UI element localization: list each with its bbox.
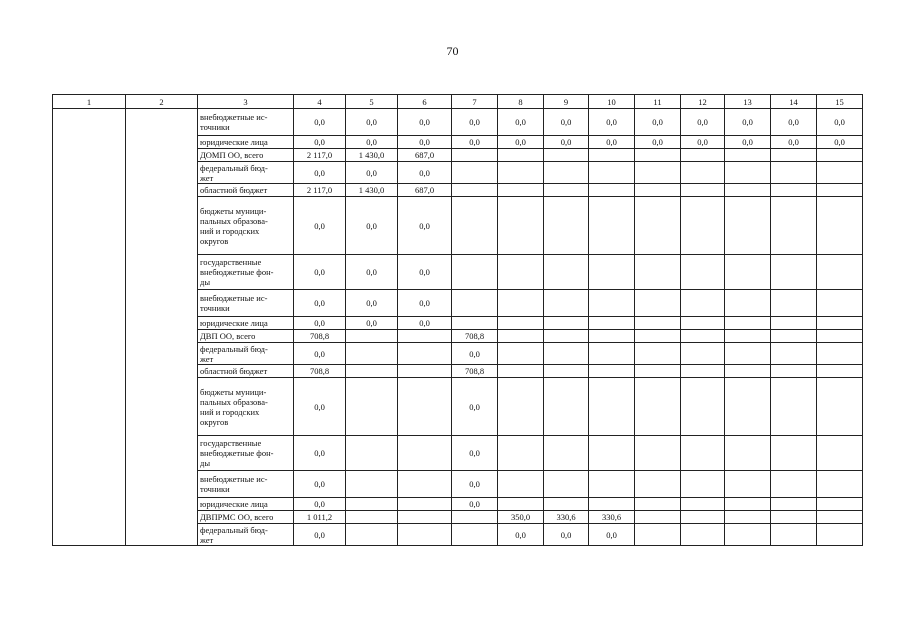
- value-cell-col-7: 0,0: [452, 378, 498, 436]
- value-cell-col-11: [635, 162, 681, 184]
- row-label: государственные внебюджетные фон- ды: [198, 255, 294, 290]
- value-cell-col-4: 0,0: [294, 471, 346, 498]
- value-cell-col-6: 0,0: [398, 317, 452, 330]
- value-cell-col-8: [498, 343, 544, 365]
- value-cell-col-7: [452, 149, 498, 162]
- value-cell-col-11: [635, 184, 681, 197]
- value-cell-col-15: [817, 317, 863, 330]
- row-label: государственные внебюджетные фон- ды: [198, 436, 294, 471]
- row-label: юридические лица: [198, 317, 294, 330]
- value-cell-col-9: [544, 498, 589, 511]
- value-cell-col-13: [725, 255, 771, 290]
- value-cell-col-9: [544, 149, 589, 162]
- value-cell-col-8: [498, 290, 544, 317]
- value-cell-col-5: 0,0: [346, 197, 398, 255]
- header-cell-1: 1: [53, 95, 126, 109]
- value-cell-col-7: 0,0: [452, 498, 498, 511]
- value-cell-col-15: [817, 436, 863, 471]
- row-label: бюджеты муници- пальных образова- ний и городских округов: [198, 197, 294, 255]
- value-cell-col-5: 0,0: [346, 109, 398, 136]
- value-cell-col-15: [817, 184, 863, 197]
- value-cell-col-9: [544, 330, 589, 343]
- value-cell-col-12: [681, 330, 725, 343]
- value-cell-col-10: 0,0: [589, 109, 635, 136]
- value-cell-col-12: [681, 317, 725, 330]
- value-cell-col-6: 0,0: [398, 255, 452, 290]
- value-cell-col-9: [544, 184, 589, 197]
- value-cell-col-10: [589, 343, 635, 365]
- value-cell-col-4: 1 011,2: [294, 511, 346, 524]
- value-cell-col-11: [635, 511, 681, 524]
- value-cell-col-10: 330,6: [589, 511, 635, 524]
- value-cell-col-9: [544, 317, 589, 330]
- value-cell-col-9: [544, 290, 589, 317]
- value-cell-col-6: [398, 511, 452, 524]
- value-cell-col-6: [398, 436, 452, 471]
- value-cell-col-11: [635, 524, 681, 546]
- value-cell-col-11: [635, 255, 681, 290]
- value-cell-col-11: [635, 343, 681, 365]
- value-cell-col-5: [346, 498, 398, 511]
- value-cell-col-10: [589, 255, 635, 290]
- value-cell-col-4: 0,0: [294, 136, 346, 149]
- value-cell-col-14: [771, 290, 817, 317]
- value-cell-col-7: [452, 184, 498, 197]
- row-label: внебюджетные ис- точники: [198, 290, 294, 317]
- header-cell-7: 7: [452, 95, 498, 109]
- value-cell-col-5: [346, 343, 398, 365]
- value-cell-col-15: [817, 378, 863, 436]
- value-cell-col-7: [452, 524, 498, 546]
- value-cell-col-14: [771, 197, 817, 255]
- value-cell-col-9: 0,0: [544, 109, 589, 136]
- value-cell-col-5: 1 430,0: [346, 149, 398, 162]
- header-cell-3: 3: [198, 95, 294, 109]
- value-cell-col-5: [346, 378, 398, 436]
- header-cell-11: 11: [635, 95, 681, 109]
- row-label: внебюджетные ис- точники: [198, 471, 294, 498]
- value-cell-col-8: [498, 436, 544, 471]
- value-cell-col-13: [725, 330, 771, 343]
- header-cell-4: 4: [294, 95, 346, 109]
- value-cell-col-8: [498, 184, 544, 197]
- value-cell-col-5: [346, 471, 398, 498]
- value-cell-col-14: [771, 343, 817, 365]
- header-cell-8: 8: [498, 95, 544, 109]
- value-cell-col-10: [589, 436, 635, 471]
- value-cell-col-7: 708,8: [452, 330, 498, 343]
- value-cell-col-10: 0,0: [589, 524, 635, 546]
- value-cell-col-15: [817, 255, 863, 290]
- value-cell-col-5: 0,0: [346, 255, 398, 290]
- header-cell-13: 13: [725, 95, 771, 109]
- value-cell-col-15: [817, 149, 863, 162]
- value-cell-col-7: [452, 197, 498, 255]
- value-cell-col-15: [817, 330, 863, 343]
- value-cell-col-6: 687,0: [398, 184, 452, 197]
- value-cell-col-10: [589, 498, 635, 511]
- value-cell-col-13: [725, 365, 771, 378]
- value-cell-col-13: [725, 511, 771, 524]
- value-cell-col-14: [771, 378, 817, 436]
- value-cell-col-10: [589, 330, 635, 343]
- value-cell-col-13: [725, 378, 771, 436]
- value-cell-col-13: [725, 149, 771, 162]
- value-cell-col-11: [635, 378, 681, 436]
- value-cell-col-13: [725, 471, 771, 498]
- header-cell-9: 9: [544, 95, 589, 109]
- value-cell-col-12: 0,0: [681, 109, 725, 136]
- value-cell-col-12: 0,0: [681, 136, 725, 149]
- value-cell-col-13: 0,0: [725, 109, 771, 136]
- value-cell-col-9: [544, 365, 589, 378]
- value-cell-col-4: 708,8: [294, 330, 346, 343]
- value-cell-col-13: [725, 343, 771, 365]
- value-cell-col-13: [725, 290, 771, 317]
- value-cell-col-4: 2 117,0: [294, 184, 346, 197]
- value-cell-col-11: [635, 317, 681, 330]
- value-cell-col-12: [681, 162, 725, 184]
- value-cell-col-7: [452, 255, 498, 290]
- header-cell-10: 10: [589, 95, 635, 109]
- value-cell-col-6: 0,0: [398, 290, 452, 317]
- value-cell-col-5: [346, 365, 398, 378]
- value-cell-col-8: 0,0: [498, 136, 544, 149]
- value-cell-col-9: [544, 343, 589, 365]
- row-label: ДВП ОО, всего: [198, 330, 294, 343]
- row-label: федеральный бюд- жет: [198, 524, 294, 546]
- row-label: областной бюджет: [198, 184, 294, 197]
- value-cell-col-6: 0,0: [398, 136, 452, 149]
- value-cell-col-12: [681, 498, 725, 511]
- value-cell-col-5: 0,0: [346, 162, 398, 184]
- value-cell-col-8: [498, 317, 544, 330]
- value-cell-col-5: [346, 330, 398, 343]
- value-cell-col-13: 0,0: [725, 136, 771, 149]
- value-cell-col-14: [771, 255, 817, 290]
- value-cell-col-8: 0,0: [498, 109, 544, 136]
- value-cell-col-6: 687,0: [398, 149, 452, 162]
- value-cell-col-7: [452, 317, 498, 330]
- value-cell-col-13: [725, 184, 771, 197]
- value-cell-col-15: [817, 498, 863, 511]
- value-cell-col-8: 350,0: [498, 511, 544, 524]
- row-label: областной бюджет: [198, 365, 294, 378]
- value-cell-col-9: [544, 162, 589, 184]
- value-cell-col-11: [635, 471, 681, 498]
- value-cell-col-11: [635, 436, 681, 471]
- value-cell-col-14: [771, 184, 817, 197]
- value-cell-col-10: [589, 184, 635, 197]
- value-cell-col-4: 0,0: [294, 290, 346, 317]
- row-label: федеральный бюд- жет: [198, 162, 294, 184]
- value-cell-col-11: [635, 149, 681, 162]
- value-cell-col-12: [681, 184, 725, 197]
- value-cell-col-7: 0,0: [452, 343, 498, 365]
- value-cell-col-4: 0,0: [294, 162, 346, 184]
- value-cell-col-10: [589, 378, 635, 436]
- value-cell-col-5: [346, 511, 398, 524]
- value-cell-col-6: [398, 471, 452, 498]
- value-cell-col-5: 1 430,0: [346, 184, 398, 197]
- value-cell-col-11: 0,0: [635, 136, 681, 149]
- value-cell-col-7: [452, 290, 498, 317]
- value-cell-col-7: 0,0: [452, 109, 498, 136]
- value-cell-col-15: [817, 197, 863, 255]
- value-cell-col-6: [398, 524, 452, 546]
- value-cell-col-4: 0,0: [294, 498, 346, 511]
- header-cell-6: 6: [398, 95, 452, 109]
- value-cell-col-11: [635, 365, 681, 378]
- value-cell-col-8: 0,0: [498, 524, 544, 546]
- value-cell-col-12: [681, 343, 725, 365]
- value-cell-col-4: 0,0: [294, 317, 346, 330]
- value-cell-col-12: [681, 290, 725, 317]
- value-cell-col-10: [589, 290, 635, 317]
- value-cell-col-6: [398, 343, 452, 365]
- value-cell-col-12: [681, 378, 725, 436]
- value-cell-col-11: [635, 197, 681, 255]
- value-cell-col-9: [544, 378, 589, 436]
- value-cell-col-11: [635, 290, 681, 317]
- value-cell-col-15: [817, 162, 863, 184]
- value-cell-col-12: [681, 255, 725, 290]
- value-cell-col-12: [681, 197, 725, 255]
- col-2-merged-cell: [126, 109, 198, 546]
- value-cell-col-9: [544, 436, 589, 471]
- value-cell-col-12: [681, 471, 725, 498]
- value-cell-col-8: [498, 498, 544, 511]
- value-cell-col-9: [544, 255, 589, 290]
- value-cell-col-9: [544, 197, 589, 255]
- value-cell-col-13: [725, 498, 771, 511]
- value-cell-col-6: 0,0: [398, 162, 452, 184]
- value-cell-col-10: [589, 149, 635, 162]
- value-cell-col-15: [817, 524, 863, 546]
- value-cell-col-4: 0,0: [294, 109, 346, 136]
- value-cell-col-8: [498, 149, 544, 162]
- value-cell-col-10: 0,0: [589, 136, 635, 149]
- value-cell-col-6: 0,0: [398, 197, 452, 255]
- value-cell-col-15: [817, 343, 863, 365]
- value-cell-col-14: [771, 330, 817, 343]
- value-cell-col-4: 0,0: [294, 378, 346, 436]
- row-label: юридические лица: [198, 498, 294, 511]
- row-label: бюджеты муници- пальных образова- ний и городских округов: [198, 378, 294, 436]
- row-label: внебюджетные ис- точники: [198, 109, 294, 136]
- table-header-row: [53, 95, 863, 109]
- value-cell-col-4: 0,0: [294, 197, 346, 255]
- value-cell-col-14: [771, 436, 817, 471]
- value-cell-col-4: 0,0: [294, 255, 346, 290]
- value-cell-col-13: [725, 436, 771, 471]
- value-cell-col-11: 0,0: [635, 109, 681, 136]
- value-cell-col-14: [771, 471, 817, 498]
- value-cell-col-14: [771, 149, 817, 162]
- value-cell-col-9: 0,0: [544, 136, 589, 149]
- value-cell-col-15: 0,0: [817, 136, 863, 149]
- header-cell-14: 14: [771, 95, 817, 109]
- value-cell-col-8: [498, 330, 544, 343]
- value-cell-col-6: [398, 378, 452, 436]
- value-cell-col-7: 0,0: [452, 471, 498, 498]
- value-cell-col-13: [725, 197, 771, 255]
- row-label: федеральный бюд- жет: [198, 343, 294, 365]
- row-label: юридические лица: [198, 136, 294, 149]
- header-cell-15: 15: [817, 95, 863, 109]
- value-cell-col-4: 708,8: [294, 365, 346, 378]
- value-cell-col-8: [498, 197, 544, 255]
- value-cell-col-8: [498, 255, 544, 290]
- value-cell-col-13: [725, 524, 771, 546]
- value-cell-col-12: [681, 511, 725, 524]
- value-cell-col-14: [771, 162, 817, 184]
- value-cell-col-13: [725, 162, 771, 184]
- value-cell-col-12: [681, 524, 725, 546]
- value-cell-col-5: 0,0: [346, 290, 398, 317]
- value-cell-col-7: [452, 511, 498, 524]
- value-cell-col-10: [589, 365, 635, 378]
- value-cell-col-14: [771, 498, 817, 511]
- value-cell-col-9: 0,0: [544, 524, 589, 546]
- value-cell-col-10: [589, 471, 635, 498]
- value-cell-col-14: [771, 511, 817, 524]
- row-label: ДОМП ОО, всего: [198, 149, 294, 162]
- value-cell-col-10: [589, 197, 635, 255]
- value-cell-col-4: 0,0: [294, 343, 346, 365]
- value-cell-col-10: [589, 317, 635, 330]
- value-cell-col-12: [681, 365, 725, 378]
- value-cell-col-4: 0,0: [294, 436, 346, 471]
- value-cell-col-14: [771, 365, 817, 378]
- value-cell-col-5: 0,0: [346, 317, 398, 330]
- value-cell-col-4: 0,0: [294, 524, 346, 546]
- value-cell-col-14: 0,0: [771, 109, 817, 136]
- value-cell-col-8: [498, 471, 544, 498]
- value-cell-col-13: [725, 317, 771, 330]
- header-cell-2: 2: [126, 95, 198, 109]
- row-label: ДВПРМС ОО, всего: [198, 511, 294, 524]
- value-cell-col-5: [346, 436, 398, 471]
- value-cell-col-7: 0,0: [452, 136, 498, 149]
- table-row: [53, 109, 863, 136]
- value-cell-col-14: 0,0: [771, 136, 817, 149]
- header-cell-5: 5: [346, 95, 398, 109]
- value-cell-col-7: 708,8: [452, 365, 498, 378]
- value-cell-col-15: 0,0: [817, 109, 863, 136]
- value-cell-col-7: [452, 162, 498, 184]
- header-cell-12: 12: [681, 95, 725, 109]
- value-cell-col-15: [817, 290, 863, 317]
- value-cell-col-5: [346, 524, 398, 546]
- value-cell-col-6: [398, 498, 452, 511]
- value-cell-col-5: 0,0: [346, 136, 398, 149]
- value-cell-col-6: 0,0: [398, 109, 452, 136]
- value-cell-col-14: [771, 317, 817, 330]
- value-cell-col-8: [498, 378, 544, 436]
- value-cell-col-12: [681, 436, 725, 471]
- col-1-merged-cell: [53, 109, 126, 546]
- value-cell-col-8: [498, 162, 544, 184]
- value-cell-col-7: 0,0: [452, 436, 498, 471]
- value-cell-col-9: 330,6: [544, 511, 589, 524]
- value-cell-col-6: [398, 365, 452, 378]
- value-cell-col-14: [771, 524, 817, 546]
- budget-table: [52, 94, 863, 546]
- value-cell-col-15: [817, 511, 863, 524]
- value-cell-col-10: [589, 162, 635, 184]
- value-cell-col-8: [498, 365, 544, 378]
- page-number: 70: [446, 44, 459, 58]
- value-cell-col-4: 2 117,0: [294, 149, 346, 162]
- value-cell-col-9: [544, 471, 589, 498]
- value-cell-col-11: [635, 498, 681, 511]
- value-cell-col-12: [681, 149, 725, 162]
- value-cell-col-15: [817, 365, 863, 378]
- value-cell-col-6: [398, 330, 452, 343]
- value-cell-col-15: [817, 471, 863, 498]
- value-cell-col-11: [635, 330, 681, 343]
